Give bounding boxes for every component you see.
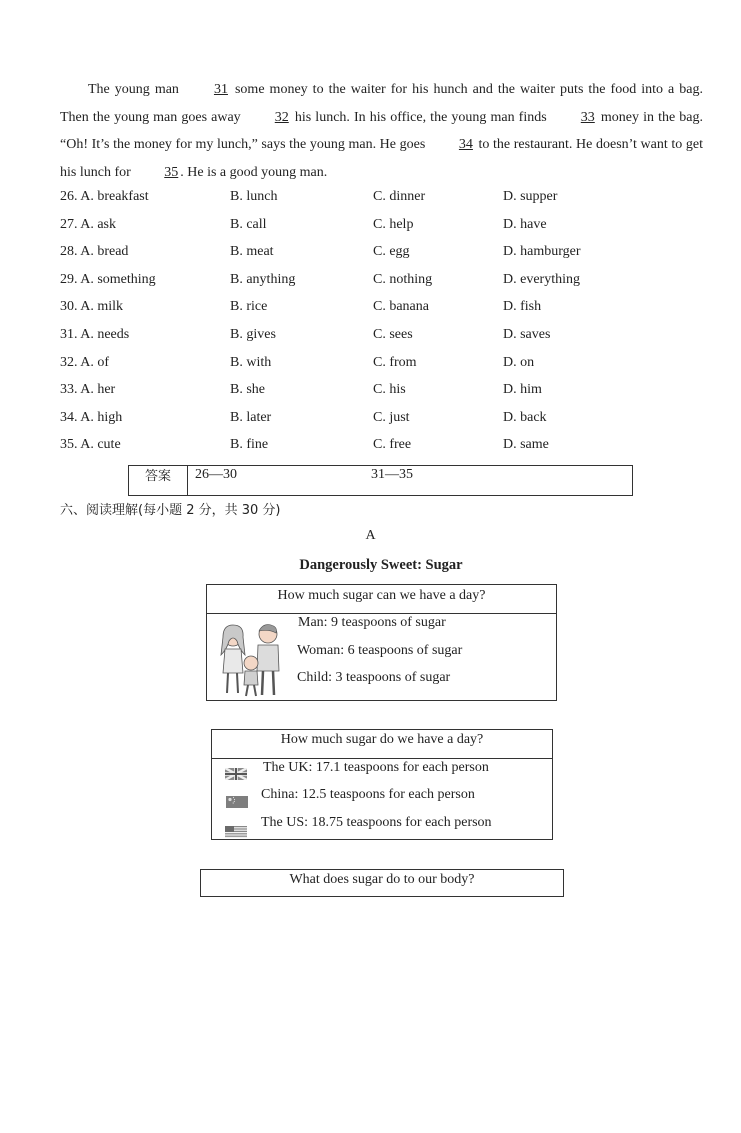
box-header: How much sugar do we have a day? <box>212 730 552 759</box>
option-b: B. fine <box>230 437 269 453</box>
option-d: D. hamburger <box>503 244 581 260</box>
box-header: What does sugar do to our body? <box>289 872 475 887</box>
option-c: C. free <box>373 437 412 453</box>
family-illustration <box>213 621 287 699</box>
answer-range-26-30: 26—30 <box>195 467 237 482</box>
woman-allowance: Woman: 6 teaspoons of sugar <box>297 643 463 658</box>
option-c: C. just <box>373 409 410 425</box>
option-c: C. nothing <box>373 271 433 287</box>
option-a: 29. A. something <box>60 271 156 287</box>
option-c: C. banana <box>373 299 429 315</box>
option-a: 32. A. of <box>60 354 109 370</box>
uk-consumption: The UK: 17.1 teaspoons for each person <box>263 760 489 775</box>
option-a: 30. A. milk <box>60 299 124 315</box>
option-c: C. help <box>373 216 414 232</box>
option-d: D. supper <box>503 189 558 204</box>
option-a: 31. A. needs <box>60 327 130 342</box>
cloze-passage <box>60 76 703 186</box>
section-heading: 六、阅读理解(每小题 2 分，共 30 分) <box>60 503 281 518</box>
answer-table <box>128 465 633 496</box>
option-d: D. same <box>503 437 549 453</box>
sugar-effects-box <box>200 869 564 897</box>
option-d: D. him <box>503 382 542 398</box>
passage-text: his lunch. In his office, the young man finds <box>290 109 551 125</box>
answer-range-31-35: 31—35 <box>371 467 413 482</box>
option-d: D. fish <box>503 299 542 315</box>
option-d: D. back <box>503 409 547 425</box>
option-c: C. egg <box>373 244 410 260</box>
passage-text: to the restaurant. He doesn’t want to get his lunch for <box>60 137 703 180</box>
option-c: C. his <box>373 382 406 398</box>
china-flag-icon <box>226 796 248 808</box>
option-c: C. sees <box>373 327 413 342</box>
blank-31: 31 <box>213 82 228 97</box>
option-d: D. on <box>503 354 535 370</box>
option-b: B. she <box>230 382 265 398</box>
passage-text: money in the bag. “Oh! It’s the money for my lunch,” says the young man. He goes <box>60 109 703 152</box>
sugar-allowance-box <box>206 584 557 701</box>
passage-text: . He is a good young man. <box>180 164 328 180</box>
blank-32: 32 <box>274 109 289 125</box>
option-b: B. rice <box>230 299 268 315</box>
blank-34: 34 <box>458 137 473 152</box>
answer-label: 答案 <box>129 466 188 495</box>
option-b: B. anything <box>230 271 296 287</box>
us-flag-icon <box>225 826 247 838</box>
child-allowance: Child: 3 teaspoons of sugar <box>297 670 451 685</box>
option-b: B. meat <box>230 244 274 260</box>
blank-33: 33 <box>580 109 595 125</box>
china-consumption: China: 12.5 teaspoons for each person <box>261 787 475 802</box>
box-header: How much sugar can we have a day? <box>207 585 556 614</box>
option-a: 27. A. ask <box>60 216 116 232</box>
passage-text: some money to the waiter for his hunch and the waiter puts the food into a bag. Then the young man goes away <box>60 82 703 125</box>
option-a: 35. A. cute <box>60 437 121 453</box>
option-a: 34. A. high <box>60 409 123 425</box>
option-b: B. gives <box>230 327 276 342</box>
option-a: 26. A. breakfast <box>60 189 149 204</box>
option-a: 33. A. her <box>60 382 116 398</box>
option-c: C. dinner <box>373 189 426 204</box>
option-a: 28. A. bread <box>60 244 129 260</box>
passage-text: The young man <box>88 82 184 97</box>
option-b: B. call <box>230 216 267 232</box>
blank-35: 35 <box>164 164 179 180</box>
man-allowance: Man: 9 teaspoons of sugar <box>298 615 446 630</box>
option-d: D. have <box>503 216 547 232</box>
option-c: C. from <box>373 354 417 370</box>
option-b: B. lunch <box>230 189 278 204</box>
option-d: D. everything <box>503 271 580 287</box>
part-label: A <box>365 528 376 543</box>
sugar-consumption-box <box>211 729 553 840</box>
uk-flag-icon <box>225 768 247 780</box>
article-title: Dangerously Sweet: Sugar <box>299 557 463 573</box>
option-b: B. with <box>230 354 272 370</box>
option-d: D. saves <box>503 327 551 342</box>
option-b: B. later <box>230 409 272 425</box>
us-consumption: The US: 18.75 teaspoons for each person <box>261 815 492 830</box>
